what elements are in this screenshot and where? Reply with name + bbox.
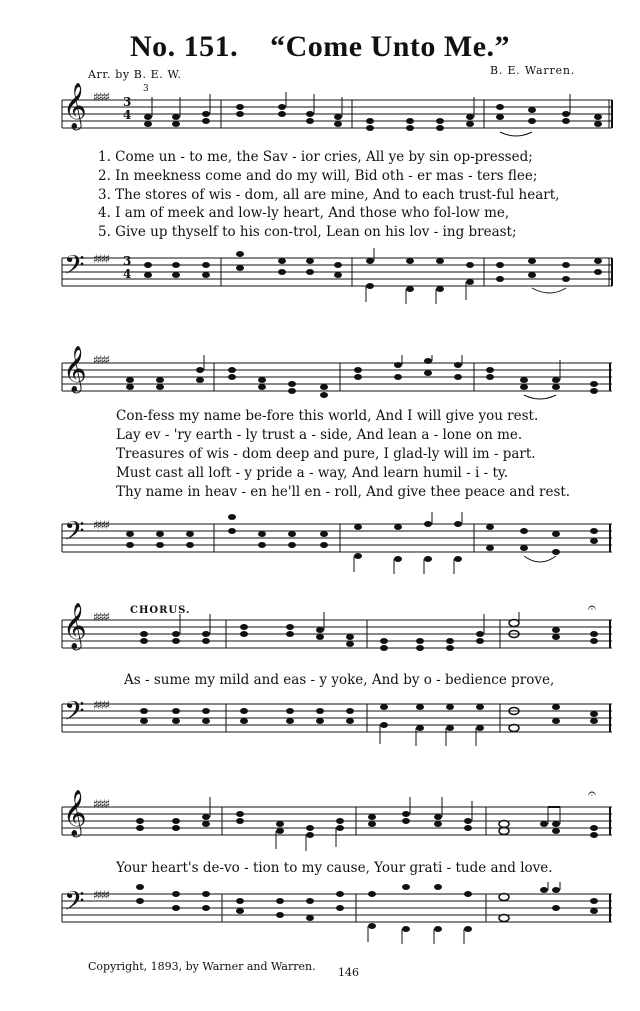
chorus-line-1: As - sume my mild and eas - y yoke, And by o - bedience prove, [124,672,555,688]
key-signature-sharps: ♯♯♯♯ [93,610,109,624]
verse-5-line-2: Thy name in heav - en he'll en - roll, And give thee peace and rest. [116,484,571,500]
verse-2-line-1: 2. In meekness come and do my will, Bid oth - er mas - ters flee; [98,168,538,184]
key-signature-sharps: ♯♯♯♯ [93,518,109,532]
chorus-line-2: Your heart's de-vo - tion to my cause, Your grati - tude and love. [116,860,553,876]
page-number: 146 [338,966,359,979]
hymn-title-line [0,30,640,64]
treble-clef-icon: 𝄞 [63,790,87,836]
verse-1-line-2: Con-fess my name be-fore this world, And I will give you rest. [116,408,539,424]
verse-4-line-1: 4. I am of meek and low-ly heart, And those who fol-low me, [98,205,510,221]
key-signature-sharps: ♯♯♯♯ [93,252,109,266]
verse-4-line-2: Must cast all loft - y pride a - way, And learn humil - i - ty. [116,465,509,481]
bass-clef-icon: 𝄢 [64,885,85,923]
measure-number: 3 [143,84,149,94]
verse-2-line-2: Lay ev - 'ry earth - ly trust a - side, And lean a - lone on me. [116,427,523,443]
key-signature-sharps: ♯♯♯♯ [93,90,109,104]
treble-clef-icon: 𝄞 [63,83,87,129]
treble-clef-icon: 𝄞 [63,346,87,392]
hymn-number: No. 151. [129,30,239,63]
fermata-icon: 𝄐 [588,600,596,616]
bass-clef-icon: 𝄢 [64,695,85,733]
fermata-icon: 𝄐 [588,786,596,802]
copyright-notice: Copyright, 1893, by Warner and Warren. [88,960,316,973]
verse-3-line-2: Treasures of wis - dom deep and pure, I glad-ly will im - part. [116,446,536,462]
arranger-credit: Arr. by B. E. W. [88,68,182,81]
verse-3-line-1: 3. The stores of wis - dom, all are mine, And to each trust-ful heart, [98,187,560,203]
key-signature-sharps: ♯♯♯♯ [93,353,109,367]
treble-clef-icon: 𝄞 [63,603,87,649]
key-signature-sharps: ♯♯♯♯ [93,698,109,712]
verse-1-line-1: 1. Come un - to me, the Sav - ior cries, All ye by sin op-pressed; [98,149,533,165]
time-signature: 3 4 [123,254,132,281]
hymn-title: “Come Unto Me.” [270,30,511,63]
verse-5-line-1: 5. Give up thyself to his con-trol, Lean on his lov - ing breast; [98,224,517,240]
composer-credit: B. E. Warren. [490,64,576,77]
chorus-label: CHORUS. [130,605,191,616]
key-signature-sharps: ♯♯♯♯ [93,797,109,811]
bass-clef-icon: 𝄢 [64,249,85,287]
key-signature-sharps: ♯♯♯♯ [93,888,109,902]
bass-clef-icon: 𝄢 [64,515,85,553]
time-signature: 3 4 [123,95,132,122]
